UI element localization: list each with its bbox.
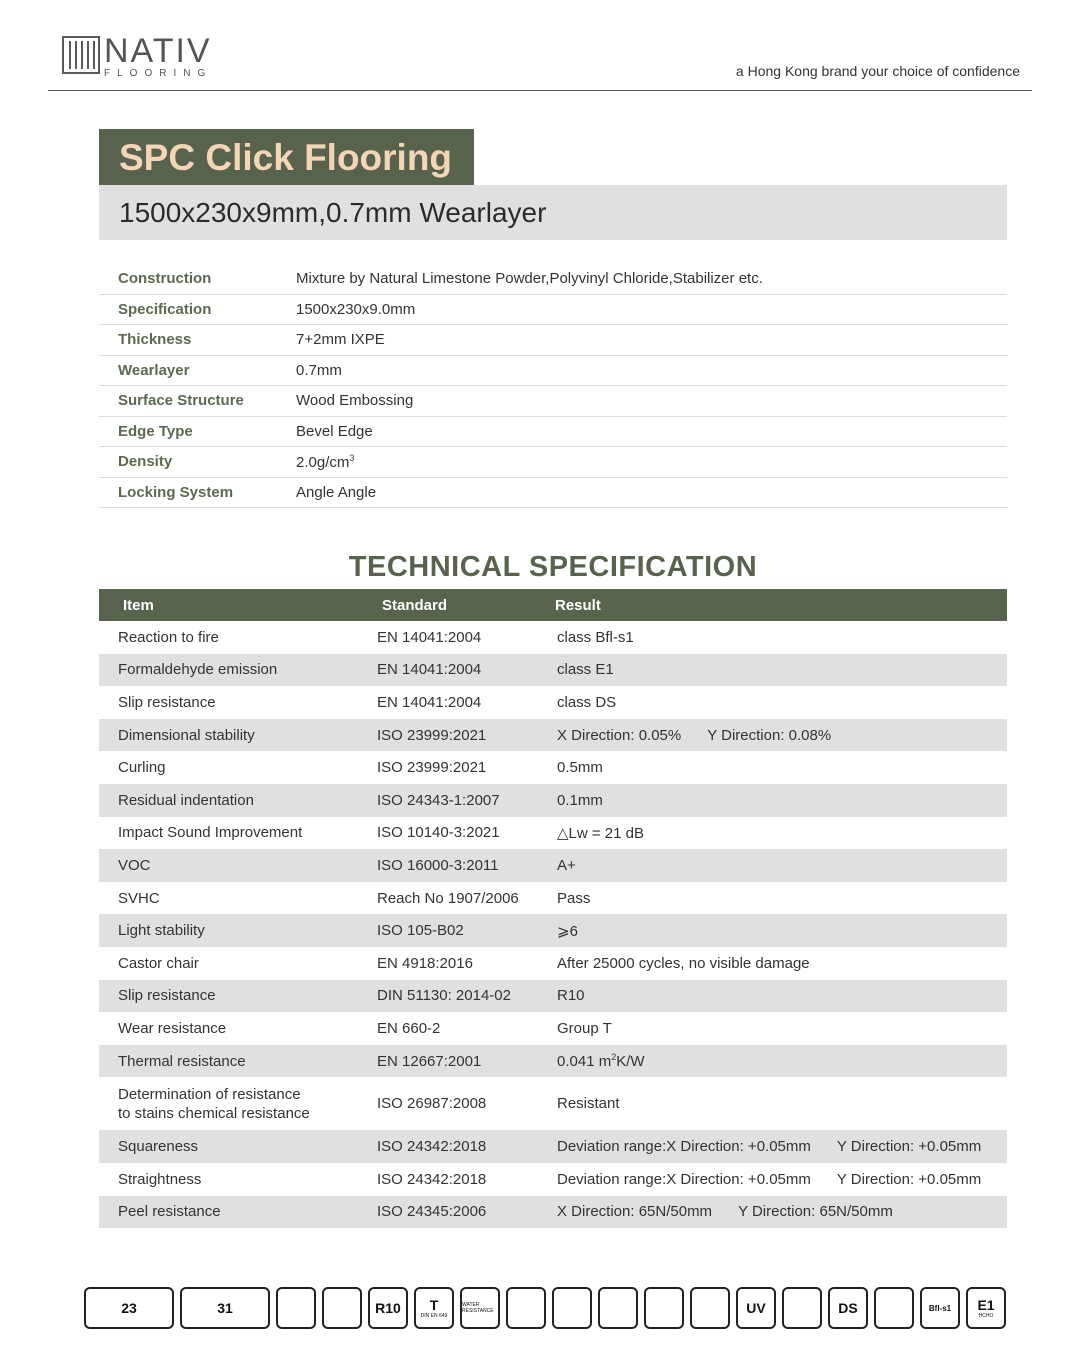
brand-name: NATIV bbox=[104, 32, 212, 70]
cell-standard: EN 4918:2016 bbox=[377, 954, 473, 972]
moisture-icon bbox=[690, 1287, 730, 1329]
table-row bbox=[99, 914, 1007, 947]
property-value-text: Bevel Edge bbox=[296, 422, 373, 440]
icon-label: UV bbox=[746, 1300, 766, 1316]
property-value-text: Wood Embossing bbox=[296, 392, 414, 410]
cell-result-text: A+ bbox=[557, 856, 576, 874]
cell-item: Impact Sound Improvement bbox=[118, 824, 303, 842]
brand-logo bbox=[62, 32, 213, 80]
cell-result-text: △Lw = 21 dB bbox=[557, 824, 645, 842]
cell-result-text: Deviation range:X Direction: +0.05mm bbox=[557, 1170, 811, 1188]
cell-item: Dimensional stability bbox=[118, 726, 255, 744]
cell-standard: EN 660-2 bbox=[377, 1019, 441, 1037]
property-key: Density bbox=[118, 453, 173, 471]
table-row bbox=[99, 980, 1007, 1013]
property-row bbox=[99, 325, 1007, 356]
header-result: Result bbox=[555, 596, 601, 614]
cell-result bbox=[537, 1020, 1007, 1037]
brand-sub: FLOORING bbox=[104, 68, 213, 79]
table-row bbox=[99, 817, 1007, 850]
icon-sublabel: HCHO bbox=[978, 1313, 994, 1319]
water-resistance-icon bbox=[460, 1287, 500, 1329]
cell-standard: EN 14041:2004 bbox=[377, 693, 482, 711]
cell-result-text: 0.1mm bbox=[557, 791, 603, 809]
cell-result bbox=[537, 824, 1007, 842]
cell-result bbox=[537, 759, 1007, 776]
property-value bbox=[296, 453, 354, 471]
cell-result bbox=[537, 922, 1007, 940]
header-item: Item bbox=[123, 596, 154, 614]
property-row bbox=[99, 264, 1007, 295]
icon-label: 31 bbox=[217, 1300, 233, 1316]
underfloor-heating-icon bbox=[644, 1287, 684, 1329]
property-value bbox=[296, 270, 763, 287]
cell-standard: DIN 51130: 2014-02 bbox=[377, 987, 511, 1005]
cell-result bbox=[537, 661, 1007, 678]
cell-result-secondary: Y Direction: 65N/50mm bbox=[738, 1203, 893, 1221]
cell-standard: ISO 24342:2018 bbox=[377, 1138, 487, 1156]
table-row bbox=[99, 751, 1007, 784]
cell-standard: ISO 16000-3:2011 bbox=[377, 856, 499, 874]
property-row bbox=[99, 447, 1007, 478]
cell-result bbox=[537, 629, 1007, 646]
cell-standard: EN 14041:2004 bbox=[377, 628, 482, 646]
property-key: Wearlayer bbox=[118, 361, 190, 379]
commercial-use-31-icon bbox=[180, 1287, 270, 1329]
cell-result-text: class Bfl-s1 bbox=[557, 628, 634, 646]
e1-hcho-icon bbox=[966, 1287, 1006, 1329]
property-key: Edge Type bbox=[118, 422, 193, 440]
tech-spec-title: TECHNICAL SPECIFICATION bbox=[348, 551, 758, 583]
table-row bbox=[99, 849, 1007, 882]
cell-item: Straightness bbox=[118, 1170, 202, 1188]
cell-standard: EN 12667:2001 bbox=[377, 1052, 482, 1070]
cell-result-text: Deviation range:X Direction: +0.05mm bbox=[557, 1138, 811, 1156]
cell-result bbox=[537, 694, 1007, 711]
icon-label: R10 bbox=[375, 1300, 401, 1316]
cell-result-secondary: Y Direction: +0.05mm bbox=[836, 1170, 982, 1188]
cell-result-text: class E1 bbox=[557, 661, 614, 679]
property-row bbox=[99, 295, 1007, 326]
cell-result-tail: K/W bbox=[616, 1053, 645, 1071]
cell-result-text: 0.041 m bbox=[557, 1053, 612, 1071]
cell-standard: ISO 24345:2006 bbox=[377, 1203, 487, 1221]
property-key: Surface Structure bbox=[118, 392, 244, 410]
property-row bbox=[99, 478, 1007, 509]
table-row bbox=[99, 1130, 1007, 1163]
cell-result bbox=[537, 1203, 1007, 1220]
icon-label: T bbox=[429, 1297, 439, 1313]
cell-standard: ISO 23999:2021 bbox=[377, 726, 487, 744]
cell-item: Formaldehyde emission bbox=[118, 661, 278, 679]
properties-table bbox=[99, 264, 1007, 508]
table-row bbox=[99, 1077, 1007, 1130]
cell-standard: ISO 105-B02 bbox=[377, 922, 464, 940]
property-value-text: 2.0g/cm bbox=[296, 453, 350, 471]
table-row bbox=[99, 1163, 1007, 1196]
r10-slip-icon bbox=[368, 1287, 408, 1329]
property-key: Construction bbox=[118, 270, 212, 288]
cell-item: SVHC bbox=[118, 889, 160, 907]
property-value-text: 1500x230x9.0mm bbox=[296, 300, 416, 318]
tech-spec-table bbox=[99, 589, 1007, 1228]
stain-resistance-icon bbox=[552, 1287, 592, 1329]
product-title: SPC Click Flooring bbox=[99, 129, 474, 185]
residential-use-23-icon bbox=[84, 1287, 174, 1329]
icon-sublabel: WATER RESISTANCE bbox=[462, 1302, 494, 1314]
table-row bbox=[99, 882, 1007, 915]
cell-result-text: X Direction: 65N/50mm bbox=[557, 1203, 713, 1221]
cell-result-text: X Direction: 0.05% bbox=[557, 726, 682, 744]
cell-item: Thermal resistance bbox=[118, 1052, 246, 1070]
cell-result-secondary: Y Direction: 0.08% bbox=[707, 726, 832, 744]
cell-item: VOC bbox=[118, 856, 151, 874]
cell-standard: ISO 10140-3:2021 bbox=[377, 824, 500, 842]
cell-result bbox=[537, 857, 1007, 874]
brand-tagline: a Hong Kong brand your choice of confidence bbox=[735, 63, 1020, 79]
property-value-text: Mixture by Natural Limestone Powder,Polyvinyl Chloride,Stabilizer etc. bbox=[296, 270, 763, 288]
cell-standard: ISO 23999:2021 bbox=[377, 759, 487, 777]
property-value bbox=[296, 331, 385, 348]
property-value bbox=[296, 362, 342, 379]
table-row bbox=[99, 1045, 1007, 1078]
cell-item: Residual indentation bbox=[118, 791, 254, 809]
cell-item-line2: to stains chemical resistance bbox=[118, 1104, 310, 1122]
icon-sublabel: DIN EN 649 bbox=[420, 1313, 448, 1319]
property-value-text: Angle Angle bbox=[296, 483, 377, 501]
cell-result bbox=[537, 1171, 1007, 1188]
table-row bbox=[99, 621, 1007, 654]
cell-result-text: Resistant bbox=[557, 1095, 620, 1113]
icon-label: 23 bbox=[121, 1300, 137, 1316]
cell-item: Wear resistance bbox=[118, 1019, 227, 1037]
logo-mark-icon bbox=[62, 36, 100, 74]
property-row bbox=[99, 386, 1007, 417]
cell-result bbox=[537, 1095, 1007, 1112]
cell-result-text: Pass bbox=[557, 889, 591, 907]
cell-standard: EN 14041:2004 bbox=[377, 661, 482, 679]
cell-result bbox=[537, 890, 1007, 907]
cell-standard: ISO 26987:2008 bbox=[377, 1095, 487, 1113]
property-row bbox=[99, 417, 1007, 448]
cell-result-text: ⩾6 bbox=[557, 922, 578, 940]
cell-result bbox=[537, 987, 1007, 1004]
table-row bbox=[99, 686, 1007, 719]
cell-standard: Reach No 1907/2006 bbox=[377, 889, 519, 907]
cell-result-text: R10 bbox=[557, 987, 585, 1005]
table-row bbox=[99, 719, 1007, 752]
property-value bbox=[296, 301, 415, 318]
cell-result-text: After 25000 cycles, no visible damage bbox=[557, 954, 810, 972]
cell-item: Reaction to fire bbox=[118, 628, 219, 646]
antistatic-icon bbox=[782, 1287, 822, 1329]
cell-result bbox=[537, 1138, 1007, 1155]
table-row bbox=[99, 947, 1007, 980]
uv-resistance-icon bbox=[736, 1287, 776, 1329]
property-key: Locking System bbox=[118, 483, 234, 501]
easy-install-icon bbox=[322, 1287, 362, 1329]
slip-ds-icon bbox=[828, 1287, 868, 1329]
property-key: Specification bbox=[118, 300, 212, 318]
icon-label: DS bbox=[838, 1300, 858, 1316]
castor-chair-icon bbox=[506, 1287, 546, 1329]
cell-result-text: Group T bbox=[557, 1019, 612, 1037]
cell-result-text: 0.5mm bbox=[557, 759, 603, 777]
product-subtitle: 1500x230x9mm,0.7mm Wearlayer bbox=[99, 185, 1007, 240]
table-row bbox=[99, 1196, 1007, 1229]
cell-item bbox=[99, 1085, 358, 1123]
cell-result-secondary: Y Direction: +0.05mm bbox=[836, 1138, 982, 1156]
cell-item-line1: Determination of resistance bbox=[118, 1085, 301, 1103]
table-row bbox=[99, 654, 1007, 687]
property-row bbox=[99, 356, 1007, 387]
cell-result-text: class DS bbox=[557, 693, 617, 711]
cell-result-sup: 2 bbox=[611, 1052, 617, 1063]
header-standard: Standard bbox=[382, 596, 448, 614]
cell-standard: ISO 24342:2018 bbox=[377, 1170, 487, 1188]
icon-label: Bfl-s1 bbox=[928, 1303, 952, 1313]
property-value-sup: 3 bbox=[349, 452, 355, 463]
wear-t-icon bbox=[414, 1287, 454, 1329]
tech-spec-header bbox=[99, 589, 1007, 621]
property-value bbox=[296, 423, 373, 440]
icon-label: E1 bbox=[977, 1297, 995, 1313]
cell-result bbox=[537, 1052, 1007, 1070]
cell-item: Curling bbox=[118, 759, 166, 777]
cell-result bbox=[537, 727, 1007, 744]
property-value bbox=[296, 484, 376, 501]
cell-item: Castor chair bbox=[118, 954, 199, 972]
scratch-resistance-icon bbox=[874, 1287, 914, 1329]
property-key: Thickness bbox=[118, 331, 192, 349]
cell-item: Slip resistance bbox=[118, 987, 216, 1005]
page-header bbox=[0, 0, 1080, 92]
table-row bbox=[99, 1012, 1007, 1045]
cell-result bbox=[537, 955, 1007, 972]
cell-item: Peel resistance bbox=[118, 1203, 221, 1221]
click-system-icon bbox=[276, 1287, 316, 1329]
cell-item: Slip resistance bbox=[118, 693, 216, 711]
table-row bbox=[99, 784, 1007, 817]
cell-item: Squareness bbox=[118, 1138, 199, 1156]
cell-standard: ISO 24343-1:2007 bbox=[377, 791, 500, 809]
cell-item: Light stability bbox=[118, 922, 205, 940]
fire-bfl-s1-icon bbox=[920, 1287, 960, 1329]
cell-result bbox=[537, 792, 1007, 809]
sound-reduction-icon bbox=[598, 1287, 638, 1329]
property-value-text: 7+2mm IXPE bbox=[296, 331, 385, 349]
feature-icons bbox=[84, 1287, 1008, 1331]
property-value bbox=[296, 392, 413, 409]
header-divider bbox=[48, 90, 1032, 91]
property-value-text: 0.7mm bbox=[296, 361, 342, 379]
